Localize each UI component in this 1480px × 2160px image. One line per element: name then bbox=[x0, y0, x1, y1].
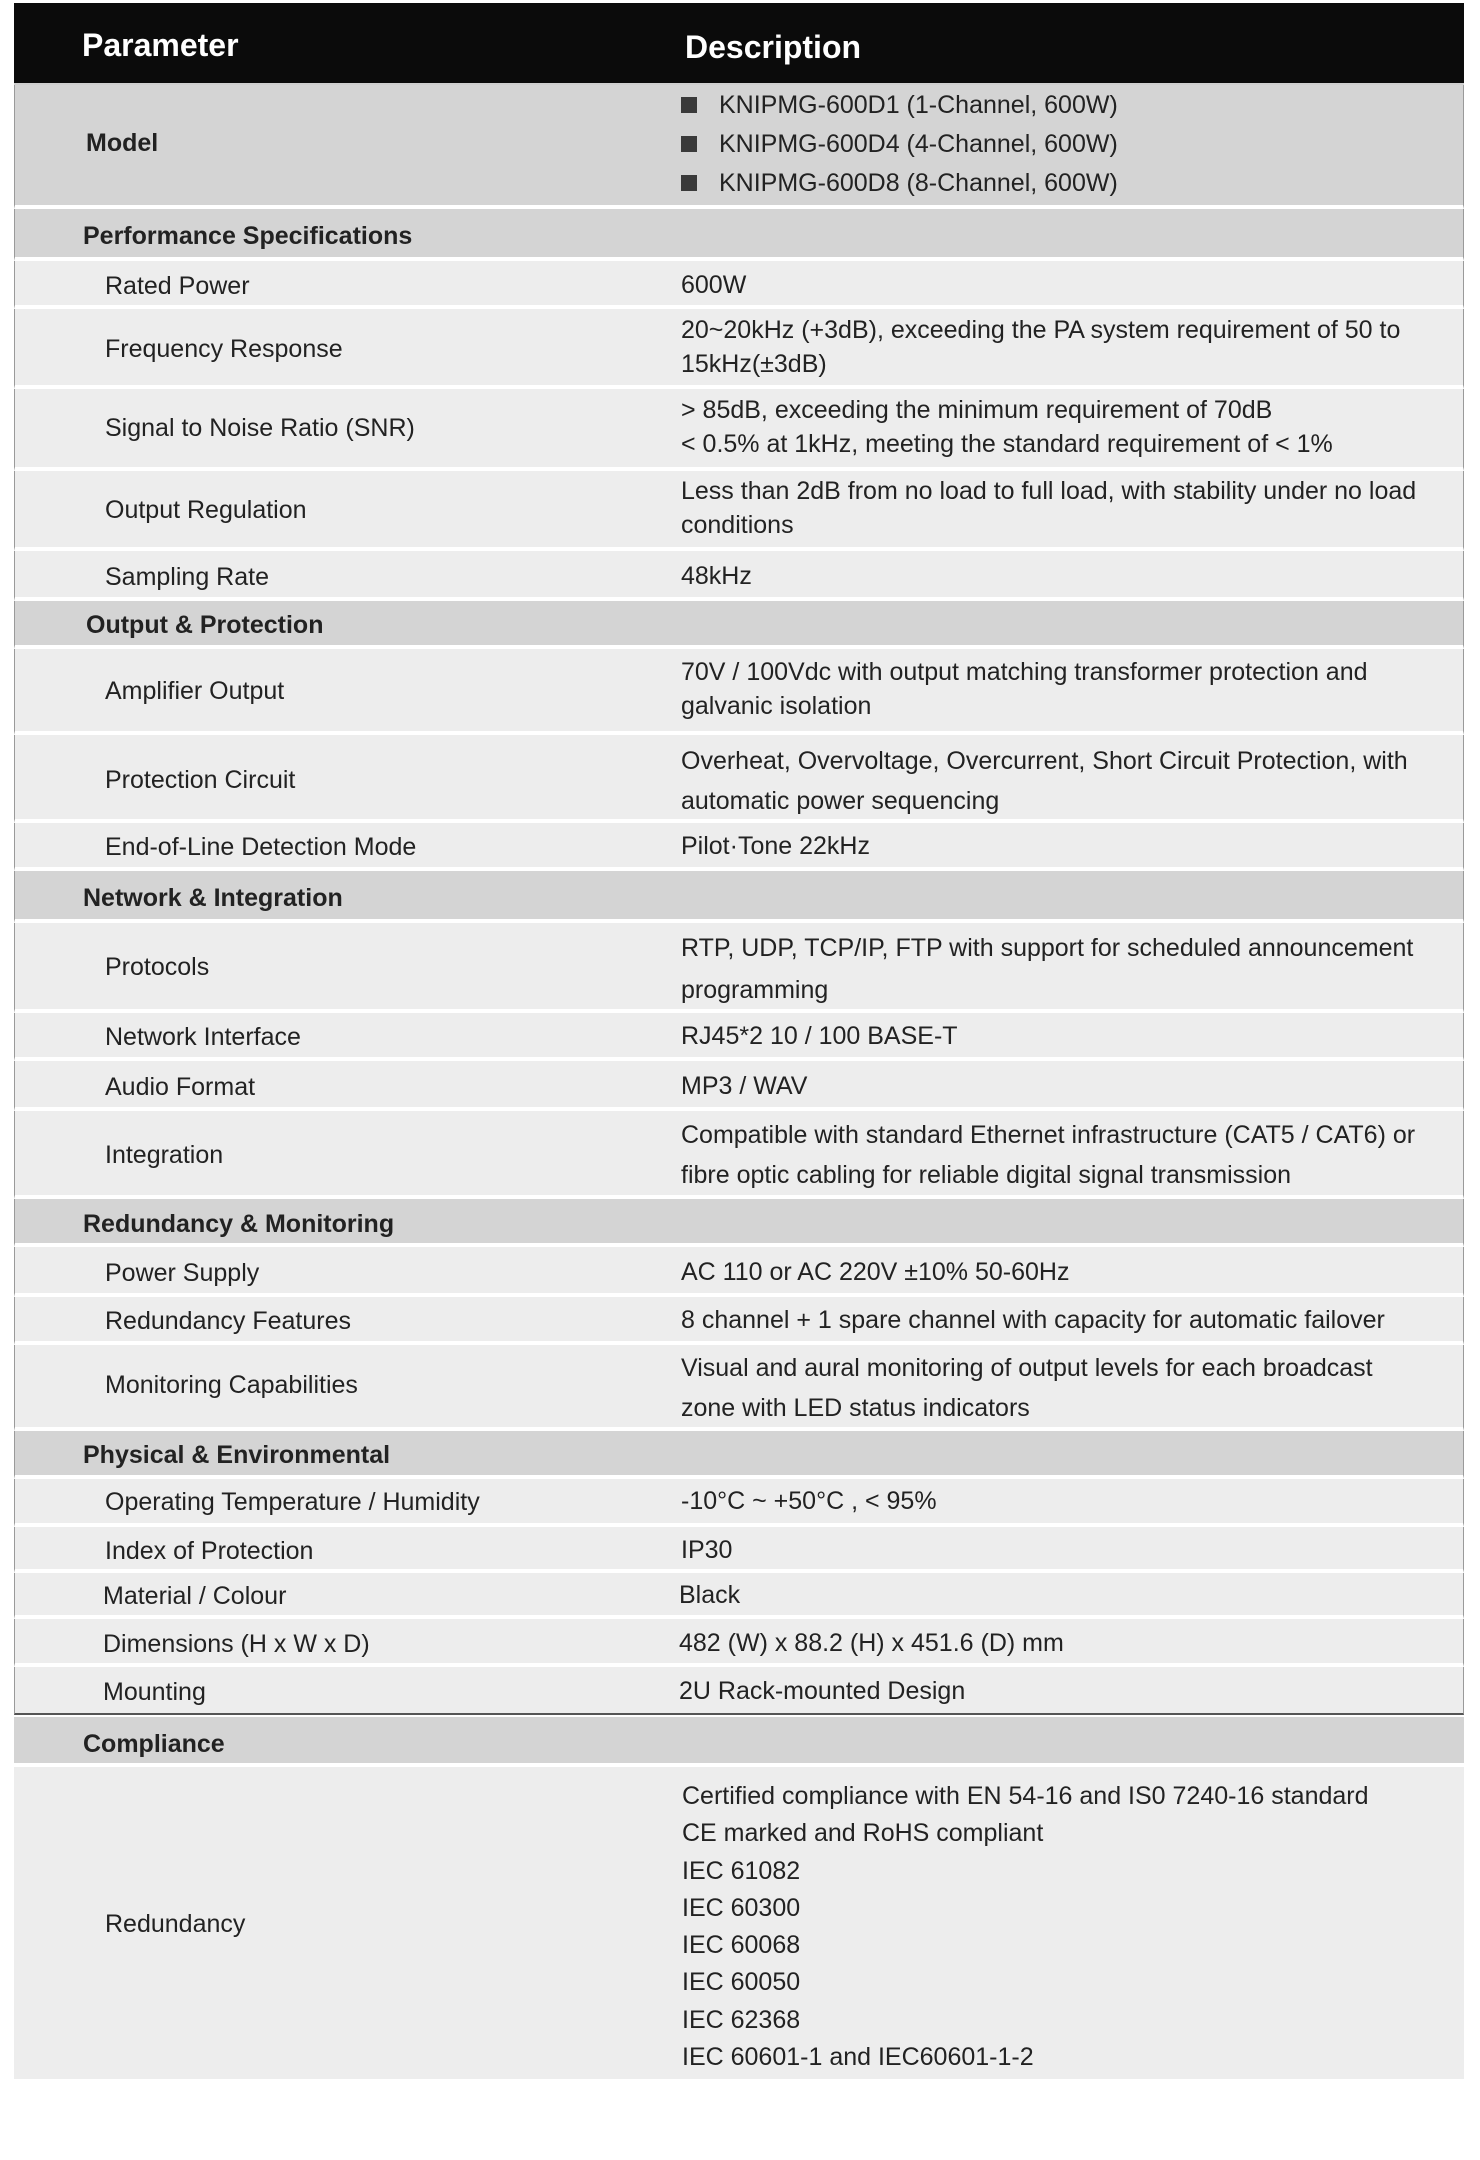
param-label: Redundancy bbox=[105, 1910, 246, 1938]
table-row bbox=[14, 261, 1464, 309]
section-title: Redundancy & Monitoring bbox=[83, 1210, 395, 1238]
table-row bbox=[14, 649, 1464, 735]
param-value: Visual and aural monitoring of output levels for each broadcast zone with LED status indicators bbox=[681, 1354, 1373, 1422]
table-row bbox=[14, 1345, 1464, 1431]
table-row bbox=[14, 1297, 1464, 1345]
table-header bbox=[14, 3, 1464, 85]
param-value: 8 channel + 1 spare channel with capacity for automatic failover bbox=[681, 1306, 1385, 1334]
section-header-physical bbox=[14, 1431, 1464, 1479]
list-item: IEC 61082 bbox=[682, 1856, 801, 1885]
list-item: IEC 60068 bbox=[682, 1931, 801, 1960]
param-value: 20~20kHz (+3dB), exceeding the PA system requirement of 50 to 15kHz(±3dB) bbox=[681, 316, 1401, 378]
param-value: 70V / 100Vdc with output matching transformer protection and galvanic isolation bbox=[681, 658, 1368, 720]
spec-table bbox=[14, 3, 1464, 2083]
section-header-compliance bbox=[14, 1717, 1464, 1767]
param-label: Material / Colour bbox=[103, 1582, 287, 1610]
param-value: 2U Rack-mounted Design bbox=[679, 1677, 966, 1705]
param-label: Frequency Response bbox=[105, 335, 343, 363]
table-row bbox=[14, 389, 1464, 471]
param-value: Black bbox=[679, 1581, 741, 1609]
table-row bbox=[14, 1061, 1464, 1111]
section-header-output bbox=[14, 601, 1464, 649]
table-row bbox=[14, 471, 1464, 551]
list-item: CE marked and RoHS compliant bbox=[682, 1819, 1044, 1848]
table-row-model bbox=[14, 85, 1464, 209]
param-value: RTP, UDP, TCP/IP, FTP with support for scheduled announcement programming bbox=[681, 934, 1414, 1004]
param-value: AC 110 or AC 220V ±10% 50-60Hz bbox=[681, 1258, 1070, 1286]
table-row bbox=[14, 1247, 1464, 1297]
list-item: Certified compliance with EN 54-16 and IS0 7240-16 standard bbox=[682, 1782, 1369, 1810]
param-value: Compatible with standard Ethernet infrastructure (CAT5 / CAT6) or fibre optic cabling for reliable digital signal transmission bbox=[681, 1121, 1416, 1189]
section-title: Performance Specifications bbox=[83, 222, 413, 250]
param-label: Power Supply bbox=[105, 1259, 260, 1287]
section-title: Output & Protection bbox=[86, 611, 324, 639]
table-row bbox=[14, 1527, 1464, 1573]
table-row bbox=[14, 551, 1464, 601]
param-value: 600W bbox=[681, 271, 747, 299]
compliance-list bbox=[682, 1778, 1434, 2076]
param-label: Sampling Rate bbox=[105, 563, 269, 591]
param-label: Network Interface bbox=[105, 1023, 301, 1051]
param-label: Redundancy Features bbox=[105, 1307, 351, 1335]
list-item: IEC 62368 bbox=[682, 2005, 801, 2034]
param-value: 482 (W) x 88.2 (H) x 451.6 (D) mm bbox=[679, 1629, 1064, 1657]
param-label: Output Regulation bbox=[105, 496, 307, 524]
param-label: Audio Format bbox=[105, 1073, 256, 1101]
param-label: Protocols bbox=[105, 953, 210, 981]
param-label: Index of Protection bbox=[105, 1537, 314, 1565]
param-value: -10°C ~ +50°C , < 95% bbox=[681, 1487, 937, 1515]
param-label: End-of-Line Detection Mode bbox=[105, 833, 417, 861]
square-bullet-icon bbox=[681, 136, 697, 152]
param-label: Protection Circuit bbox=[105, 766, 296, 794]
table-row-compliance bbox=[14, 1767, 1464, 2083]
param-value: 48kHz bbox=[681, 562, 752, 590]
parameter-column-header: Parameter bbox=[82, 27, 239, 63]
table-row bbox=[14, 1573, 1464, 1619]
table-row bbox=[14, 1111, 1464, 1199]
table-row bbox=[14, 309, 1464, 389]
section-title: Network & Integration bbox=[83, 884, 343, 912]
table-row bbox=[14, 1013, 1464, 1061]
section-title: Compliance bbox=[83, 1730, 225, 1758]
table-row bbox=[14, 823, 1464, 871]
table-row bbox=[14, 735, 1464, 823]
param-value: Overheat, Overvoltage, Overcurrent, Short Circuit Protection, with automatic power sequencing bbox=[681, 747, 1408, 815]
param-label: Signal to Noise Ratio (SNR) bbox=[105, 414, 415, 442]
param-value: > 85dB, exceeding the minimum requirement of 70dB < 0.5% at 1kHz, meeting the standard requirement of < 1% bbox=[681, 396, 1333, 458]
section-title: Physical & Environmental bbox=[83, 1441, 391, 1469]
description-column-header: Description bbox=[685, 29, 862, 65]
param-label: Rated Power bbox=[105, 272, 250, 300]
list-item: KNIPMG-600D1 (1-Channel, 600W) bbox=[681, 85, 1433, 124]
model-list bbox=[681, 85, 1433, 202]
model-label: Model bbox=[86, 129, 159, 157]
table-row bbox=[14, 923, 1464, 1013]
section-header-redundancy bbox=[14, 1199, 1464, 1247]
list-item: KNIPMG-600D8 (8-Channel, 600W) bbox=[681, 163, 1433, 202]
table-row bbox=[14, 1619, 1464, 1667]
square-bullet-icon bbox=[681, 97, 697, 113]
param-value: IP30 bbox=[681, 1536, 733, 1564]
square-bullet-icon bbox=[681, 175, 697, 191]
param-label: Operating Temperature / Humidity bbox=[105, 1488, 480, 1516]
param-label: Integration bbox=[105, 1141, 224, 1169]
section-header-performance bbox=[14, 209, 1464, 261]
list-item: IEC 60601-1 and IEC60601-1-2 bbox=[682, 2043, 1034, 2072]
param-value: RJ45*2 10 / 100 BASE-T bbox=[681, 1022, 958, 1050]
param-value: MP3 / WAV bbox=[681, 1072, 808, 1100]
table-row bbox=[14, 1479, 1464, 1527]
list-item: KNIPMG-600D4 (4-Channel, 600W) bbox=[681, 124, 1433, 163]
list-item: IEC 60300 bbox=[682, 1893, 801, 1922]
param-label: Monitoring Capabilities bbox=[105, 1371, 358, 1399]
param-label: Amplifier Output bbox=[105, 677, 285, 705]
table-row bbox=[14, 1667, 1464, 1715]
param-label: Dimensions (H x W x D) bbox=[103, 1630, 370, 1658]
param-value: Less than 2dB from no load to full load, with stability under no load conditions bbox=[681, 477, 1417, 539]
param-label: Mounting bbox=[103, 1678, 206, 1706]
section-header-network bbox=[14, 871, 1464, 923]
list-item: IEC 60050 bbox=[682, 1968, 801, 1997]
param-value: Pilot·Tone 22kHz bbox=[681, 832, 870, 860]
